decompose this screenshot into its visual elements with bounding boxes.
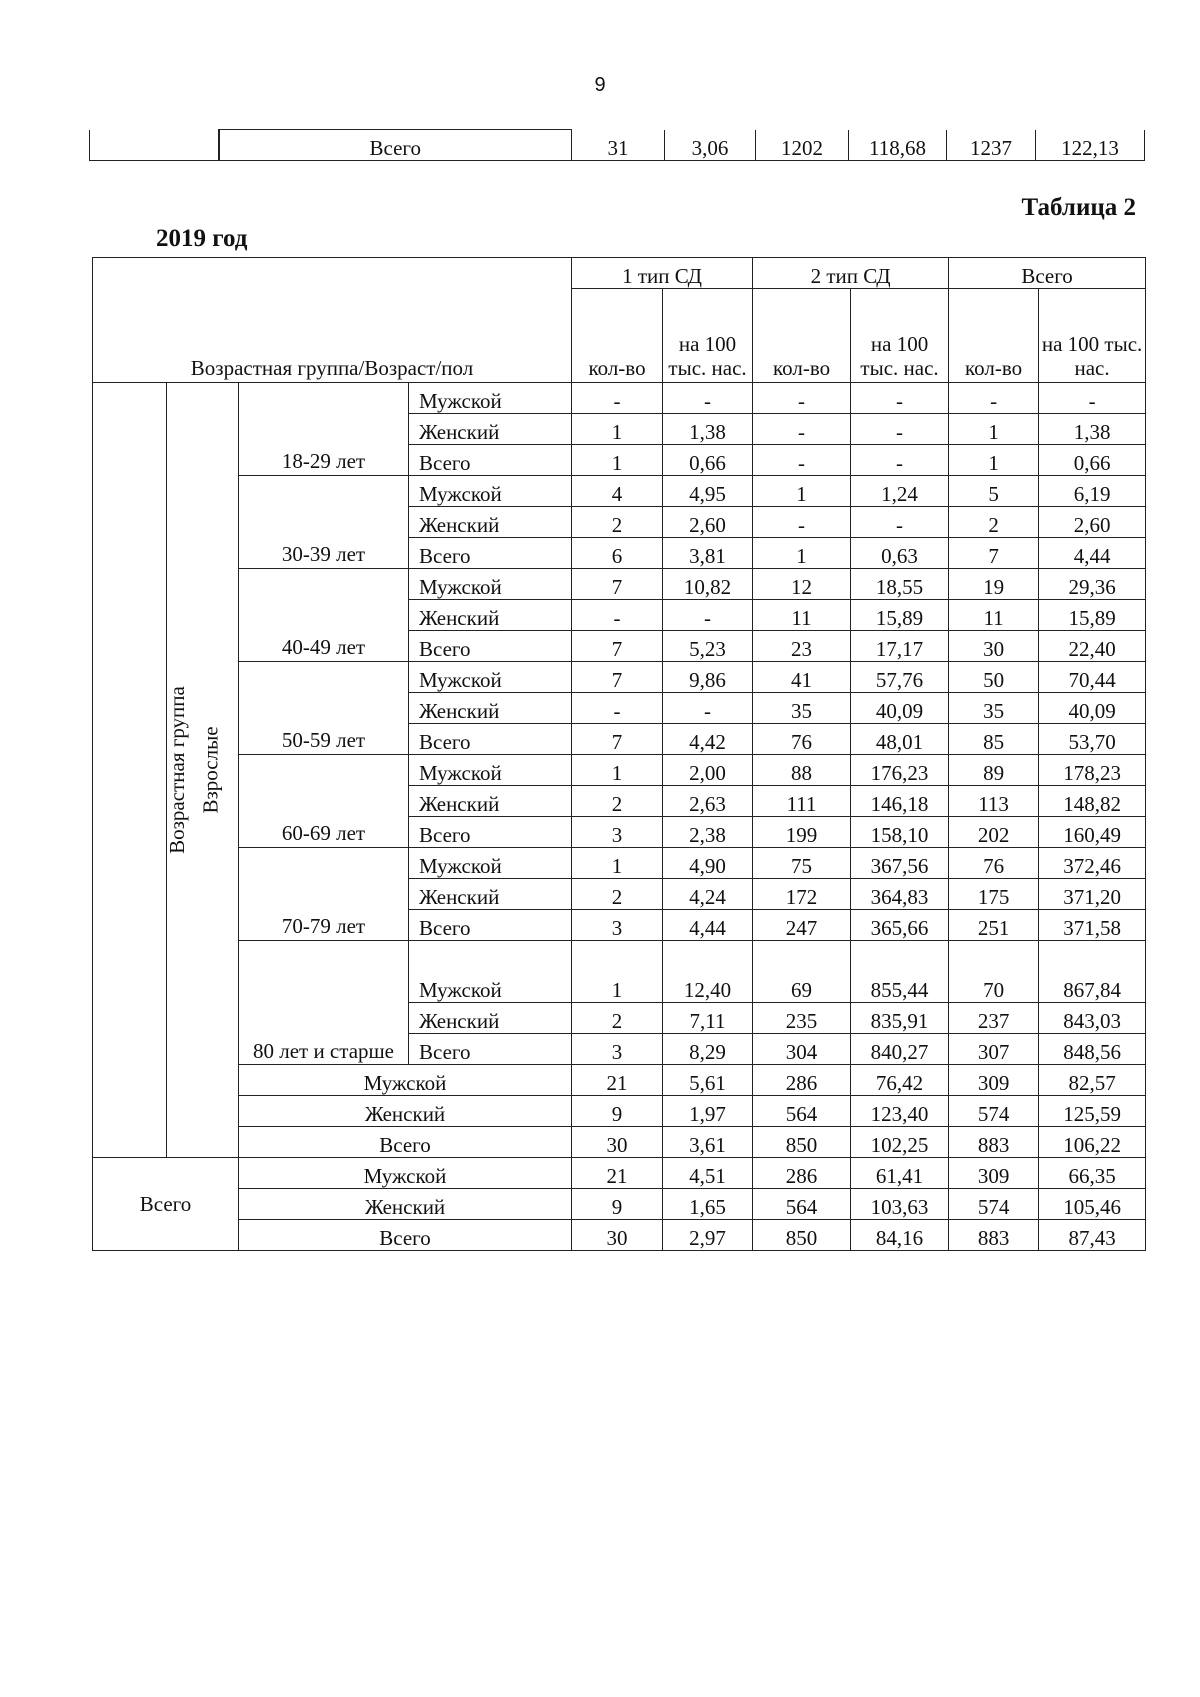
value-cell: 61,41 bbox=[851, 1158, 949, 1189]
value-cell: 843,03 bbox=[1039, 1003, 1146, 1034]
value-cell: 3,06 bbox=[665, 130, 756, 161]
value-cell: 3,61 bbox=[663, 1127, 753, 1158]
value-cell: 11 bbox=[753, 600, 851, 631]
value-cell: 57,76 bbox=[851, 662, 949, 693]
blank-cell bbox=[409, 941, 572, 972]
value-cell: 3 bbox=[572, 1034, 663, 1065]
value-cell: 371,58 bbox=[1039, 910, 1146, 941]
grand-total-row bbox=[93, 1158, 1146, 1189]
value-cell: 66,35 bbox=[1039, 1158, 1146, 1189]
age-label: 18-29 лет bbox=[239, 383, 409, 476]
value-cell: 235 bbox=[753, 1003, 851, 1034]
value-cell: 15,89 bbox=[851, 600, 949, 631]
value-cell: 848,56 bbox=[1039, 1034, 1146, 1065]
age-label: 30-39 лет bbox=[239, 476, 409, 569]
value-cell: 1,97 bbox=[663, 1096, 753, 1127]
value-cell: - bbox=[949, 383, 1039, 414]
value-cell: 0,66 bbox=[1039, 445, 1146, 476]
value-cell: - bbox=[851, 445, 949, 476]
adults-text: Взрослые bbox=[198, 726, 223, 814]
value-cell: 251 bbox=[949, 910, 1039, 941]
value-cell: 76 bbox=[753, 724, 851, 755]
value-cell: 41 bbox=[753, 662, 851, 693]
sex-label: Мужской bbox=[409, 848, 572, 879]
value-cell: 30 bbox=[572, 1127, 663, 1158]
grand-total-row bbox=[93, 1189, 1146, 1220]
blank-cell bbox=[753, 941, 851, 972]
sex-label: Женский bbox=[409, 1003, 572, 1034]
value-cell: 89 bbox=[949, 755, 1039, 786]
value-cell: 850 bbox=[753, 1220, 851, 1251]
age-label: 70-79 лет bbox=[239, 848, 409, 941]
value-cell: 6,19 bbox=[1039, 476, 1146, 507]
sex-label: Женский bbox=[409, 879, 572, 910]
value-cell: 309 bbox=[949, 1065, 1039, 1096]
table-row bbox=[93, 476, 1146, 507]
value-cell: 564 bbox=[753, 1096, 851, 1127]
value-cell: 286 bbox=[753, 1065, 851, 1096]
value-cell: 18,55 bbox=[851, 569, 949, 600]
table-row bbox=[93, 662, 1146, 693]
header-row-groups bbox=[93, 258, 1146, 289]
blank-cell bbox=[572, 941, 663, 972]
value-cell: 1 bbox=[753, 476, 851, 507]
sex-label: Женский bbox=[409, 693, 572, 724]
value-cell: 1 bbox=[572, 972, 663, 1003]
adults-total-row bbox=[93, 1127, 1146, 1158]
blank-cell bbox=[851, 941, 949, 972]
sex-label: Женский bbox=[409, 507, 572, 538]
value-cell: 146,18 bbox=[851, 786, 949, 817]
table-row bbox=[93, 383, 1146, 414]
sex-label: Мужской bbox=[409, 569, 572, 600]
value-cell: 175 bbox=[949, 879, 1039, 910]
value-cell: 2 bbox=[572, 1003, 663, 1034]
value-cell: 835,91 bbox=[851, 1003, 949, 1034]
value-cell: 364,83 bbox=[851, 879, 949, 910]
value-cell: 883 bbox=[949, 1127, 1039, 1158]
value-cell: 69 bbox=[753, 972, 851, 1003]
sex-label: Всего bbox=[409, 1034, 572, 1065]
table-row bbox=[93, 848, 1146, 879]
value-cell: 1,24 bbox=[851, 476, 949, 507]
table-caption: Таблица 2 bbox=[1021, 194, 1136, 221]
value-cell: 2,38 bbox=[663, 817, 753, 848]
sex-label: Всего bbox=[409, 817, 572, 848]
value-cell: 70,44 bbox=[1039, 662, 1146, 693]
value-cell: 2,60 bbox=[1039, 507, 1146, 538]
value-cell: 178,23 bbox=[1039, 755, 1146, 786]
table-row bbox=[93, 569, 1146, 600]
value-cell: - bbox=[753, 445, 851, 476]
value-cell: 237 bbox=[949, 1003, 1039, 1034]
sex-label: Мужской bbox=[409, 476, 572, 507]
sex-label: Женский bbox=[239, 1189, 572, 1220]
value-cell: 365,66 bbox=[851, 910, 949, 941]
adults-total-row bbox=[93, 1065, 1146, 1096]
value-cell: 307 bbox=[949, 1034, 1039, 1065]
value-cell: 11 bbox=[949, 600, 1039, 631]
value-cell: 840,27 bbox=[851, 1034, 949, 1065]
value-cell: - bbox=[572, 693, 663, 724]
value-cell: 1,65 bbox=[663, 1189, 753, 1220]
value-cell: 4,42 bbox=[663, 724, 753, 755]
value-cell: 4 bbox=[572, 476, 663, 507]
value-cell: 4,51 bbox=[663, 1158, 753, 1189]
value-cell: 160,49 bbox=[1039, 817, 1146, 848]
value-cell: 4,95 bbox=[663, 476, 753, 507]
value-cell: 574 bbox=[949, 1189, 1039, 1220]
age-label: 80 лет и старше bbox=[239, 941, 409, 1065]
value-cell: 75 bbox=[753, 848, 851, 879]
sex-label: Женский bbox=[409, 600, 572, 631]
value-cell: 82,57 bbox=[1039, 1065, 1146, 1096]
value-cell: 1237 bbox=[947, 130, 1036, 161]
value-cell: 85 bbox=[949, 724, 1039, 755]
value-cell: 286 bbox=[753, 1158, 851, 1189]
value-cell: 7,11 bbox=[663, 1003, 753, 1034]
value-cell: 5,61 bbox=[663, 1065, 753, 1096]
adults-total-row bbox=[93, 1096, 1146, 1127]
value-cell: 2,97 bbox=[663, 1220, 753, 1251]
value-cell: 4,44 bbox=[663, 910, 753, 941]
value-cell: 7 bbox=[949, 538, 1039, 569]
value-cell: 35 bbox=[949, 693, 1039, 724]
value-cell: 4,44 bbox=[1039, 538, 1146, 569]
value-cell: 87,43 bbox=[1039, 1220, 1146, 1251]
value-cell: 105,46 bbox=[1039, 1189, 1146, 1220]
value-cell: 40,09 bbox=[851, 693, 949, 724]
blank-cell bbox=[90, 130, 219, 161]
value-cell: 3 bbox=[572, 910, 663, 941]
age-group-vertical-label bbox=[93, 383, 189, 1158]
value-cell: 367,56 bbox=[851, 848, 949, 879]
value-cell: - bbox=[663, 383, 753, 414]
value-cell: 7 bbox=[572, 631, 663, 662]
value-cell: 158,10 bbox=[851, 817, 949, 848]
value-cell: 9 bbox=[572, 1096, 663, 1127]
sex-label: Женский bbox=[239, 1096, 572, 1127]
blank-cell bbox=[1039, 941, 1146, 972]
value-cell: 17,17 bbox=[851, 631, 949, 662]
page-number: 9 bbox=[594, 74, 606, 96]
value-cell: 2,60 bbox=[663, 507, 753, 538]
sex-label: Женский bbox=[409, 414, 572, 445]
value-cell: 1,38 bbox=[663, 414, 753, 445]
value-cell: 122,13 bbox=[1036, 130, 1145, 161]
value-cell: - bbox=[753, 414, 851, 445]
value-cell: 21 bbox=[572, 1065, 663, 1096]
value-cell: - bbox=[851, 414, 949, 445]
value-cell: 7 bbox=[572, 724, 663, 755]
statistics-table bbox=[92, 257, 1146, 1251]
age-label: 40-49 лет bbox=[239, 569, 409, 662]
value-cell: 304 bbox=[753, 1034, 851, 1065]
value-cell: 2 bbox=[949, 507, 1039, 538]
age-group-text: Возрастная группа bbox=[164, 686, 189, 854]
value-cell: 199 bbox=[753, 817, 851, 848]
value-cell: 113 bbox=[949, 786, 1039, 817]
value-cell: 0,66 bbox=[663, 445, 753, 476]
value-cell: 123,40 bbox=[851, 1096, 949, 1127]
year-caption: 2019 год bbox=[156, 225, 248, 252]
sex-label: Мужской bbox=[409, 972, 572, 1003]
group-header: 1 тип СД bbox=[572, 258, 753, 289]
value-cell: 88 bbox=[753, 755, 851, 786]
value-cell: 8,29 bbox=[663, 1034, 753, 1065]
previous-table-total-row bbox=[89, 129, 1145, 161]
sex-label: Всего bbox=[409, 724, 572, 755]
value-cell: 855,44 bbox=[851, 972, 949, 1003]
count-header: кол-во bbox=[949, 289, 1039, 383]
value-cell: 9 bbox=[572, 1189, 663, 1220]
value-cell: 1,38 bbox=[1039, 414, 1146, 445]
value-cell: 118,68 bbox=[849, 130, 947, 161]
value-cell: 1 bbox=[572, 755, 663, 786]
value-cell: 50 bbox=[949, 662, 1039, 693]
age-label: 60-69 лет bbox=[239, 755, 409, 848]
blank-cell bbox=[663, 941, 753, 972]
value-cell: 1 bbox=[572, 414, 663, 445]
value-cell: 6 bbox=[572, 538, 663, 569]
value-cell: 4,90 bbox=[663, 848, 753, 879]
value-cell: 12,40 bbox=[663, 972, 753, 1003]
value-cell: 1 bbox=[949, 445, 1039, 476]
value-cell: 2,63 bbox=[663, 786, 753, 817]
value-cell: 70 bbox=[949, 972, 1039, 1003]
value-cell: - bbox=[753, 383, 851, 414]
value-cell: 35 bbox=[753, 693, 851, 724]
value-cell: 1 bbox=[572, 848, 663, 879]
grand-total-label: Всего bbox=[93, 1158, 239, 1251]
value-cell: 40,09 bbox=[1039, 693, 1146, 724]
value-cell: 5 bbox=[949, 476, 1039, 507]
group-header: 2 тип СД bbox=[753, 258, 949, 289]
sex-label: Мужской bbox=[409, 662, 572, 693]
value-cell: 29,36 bbox=[1039, 569, 1146, 600]
value-cell: 3 bbox=[572, 817, 663, 848]
value-cell: 1202 bbox=[756, 130, 849, 161]
value-cell: 21 bbox=[572, 1158, 663, 1189]
value-cell: 2 bbox=[572, 786, 663, 817]
value-cell: 867,84 bbox=[1039, 972, 1146, 1003]
value-cell: 30 bbox=[572, 1220, 663, 1251]
value-cell: 31 bbox=[572, 130, 665, 161]
value-cell: 23 bbox=[753, 631, 851, 662]
value-cell: - bbox=[1039, 383, 1146, 414]
value-cell: 2,00 bbox=[663, 755, 753, 786]
value-cell: - bbox=[753, 507, 851, 538]
value-cell: 106,22 bbox=[1039, 1127, 1146, 1158]
value-cell: 148,82 bbox=[1039, 786, 1146, 817]
value-cell: 48,01 bbox=[851, 724, 949, 755]
sex-label: Мужской bbox=[239, 1065, 572, 1096]
rate-header: на 100 тыс. нас. bbox=[1039, 289, 1146, 383]
value-cell: 76,42 bbox=[851, 1065, 949, 1096]
value-cell: 176,23 bbox=[851, 755, 949, 786]
value-cell: 22,40 bbox=[1039, 631, 1146, 662]
total-label: Всего bbox=[219, 130, 572, 161]
value-cell: 15,89 bbox=[1039, 600, 1146, 631]
value-cell: 103,63 bbox=[851, 1189, 949, 1220]
value-cell: - bbox=[851, 507, 949, 538]
value-cell: 247 bbox=[753, 910, 851, 941]
table-row bbox=[93, 941, 1146, 972]
value-cell: 372,46 bbox=[1039, 848, 1146, 879]
count-header: кол-во bbox=[753, 289, 851, 383]
value-cell: 0,63 bbox=[851, 538, 949, 569]
value-cell: 1 bbox=[949, 414, 1039, 445]
value-cell: 76 bbox=[949, 848, 1039, 879]
value-cell: 10,82 bbox=[663, 569, 753, 600]
value-cell: 371,20 bbox=[1039, 879, 1146, 910]
value-cell: 102,25 bbox=[851, 1127, 949, 1158]
value-cell: 9,86 bbox=[663, 662, 753, 693]
value-cell: 7 bbox=[572, 662, 663, 693]
value-cell: 4,24 bbox=[663, 879, 753, 910]
value-cell: 53,70 bbox=[1039, 724, 1146, 755]
sex-label: Мужской bbox=[409, 755, 572, 786]
value-cell: 883 bbox=[949, 1220, 1039, 1251]
sex-label: Всего bbox=[409, 445, 572, 476]
value-cell: 574 bbox=[949, 1096, 1039, 1127]
value-cell: 125,59 bbox=[1039, 1096, 1146, 1127]
value-cell: 850 bbox=[753, 1127, 851, 1158]
value-cell: 172 bbox=[753, 879, 851, 910]
grand-total-row bbox=[93, 1220, 1146, 1251]
value-cell: - bbox=[663, 600, 753, 631]
sex-label: Мужской bbox=[409, 383, 572, 414]
rate-header: на 100 тыс. нас. bbox=[663, 289, 753, 383]
value-cell: - bbox=[851, 383, 949, 414]
blank-cell bbox=[949, 941, 1039, 972]
value-cell: 309 bbox=[949, 1158, 1039, 1189]
sex-label: Всего bbox=[409, 910, 572, 941]
row-header-label: Возрастная группа/Возраст/пол bbox=[93, 258, 572, 383]
value-cell: 12 bbox=[753, 569, 851, 600]
sex-label: Всего bbox=[409, 631, 572, 662]
value-cell: - bbox=[572, 600, 663, 631]
count-header: кол-во bbox=[572, 289, 663, 383]
sex-label: Всего bbox=[239, 1220, 572, 1251]
value-cell: 5,23 bbox=[663, 631, 753, 662]
value-cell: 1 bbox=[753, 538, 851, 569]
value-cell: - bbox=[663, 693, 753, 724]
sex-label: Всего bbox=[239, 1127, 572, 1158]
value-cell: 3,81 bbox=[663, 538, 753, 569]
value-cell: - bbox=[572, 383, 663, 414]
value-cell: 1 bbox=[572, 445, 663, 476]
group-header: Всего bbox=[949, 258, 1146, 289]
value-cell: 2 bbox=[572, 879, 663, 910]
value-cell: 7 bbox=[572, 569, 663, 600]
value-cell: 202 bbox=[949, 817, 1039, 848]
value-cell: 111 bbox=[753, 786, 851, 817]
sex-label: Женский bbox=[409, 786, 572, 817]
value-cell: 30 bbox=[949, 631, 1039, 662]
sex-label: Мужской bbox=[239, 1158, 572, 1189]
value-cell: 2 bbox=[572, 507, 663, 538]
age-label: 50-59 лет bbox=[239, 662, 409, 755]
value-cell: 84,16 bbox=[851, 1220, 949, 1251]
sex-label: Всего bbox=[409, 538, 572, 569]
table-row bbox=[93, 755, 1146, 786]
rate-header: на 100 тыс. нас. bbox=[851, 289, 949, 383]
value-cell: 564 bbox=[753, 1189, 851, 1220]
value-cell: 19 bbox=[949, 569, 1039, 600]
